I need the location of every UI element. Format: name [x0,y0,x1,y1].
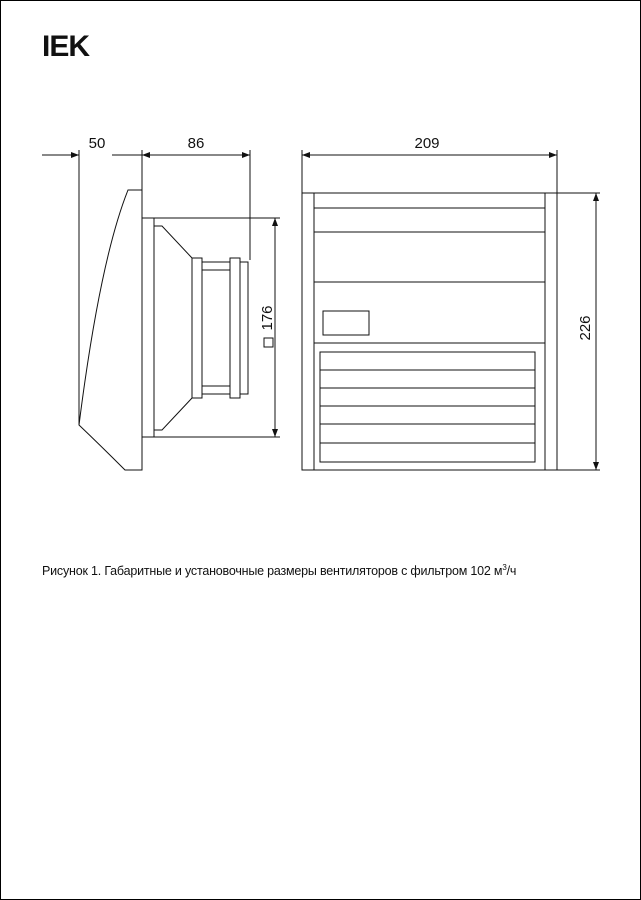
dim-label-226: 226 [577,315,594,341]
figure-caption [42,563,516,578]
dimension-226 [577,193,596,470]
dim-label-176: 176 [259,305,276,331]
caption-superscript: 3 [502,563,507,572]
dim-label-50: 50 [88,135,106,152]
caption-suffix: /ч [506,564,517,579]
dimension-86 [142,135,250,155]
dimension-50 [42,135,142,155]
caption-text: Рисунок 1. Габаритные и установочные размеры вентиляторов с фильтром 102 м [42,564,503,579]
dim-label-86: 86 [187,135,205,152]
brand-logo: IEK [42,30,90,63]
side-view [79,150,280,470]
dim-label-209: 209 [414,135,440,152]
dimension-209 [302,135,557,155]
square-symbol-icon [264,338,273,347]
dimension-176 [259,218,276,437]
front-view [302,150,600,470]
